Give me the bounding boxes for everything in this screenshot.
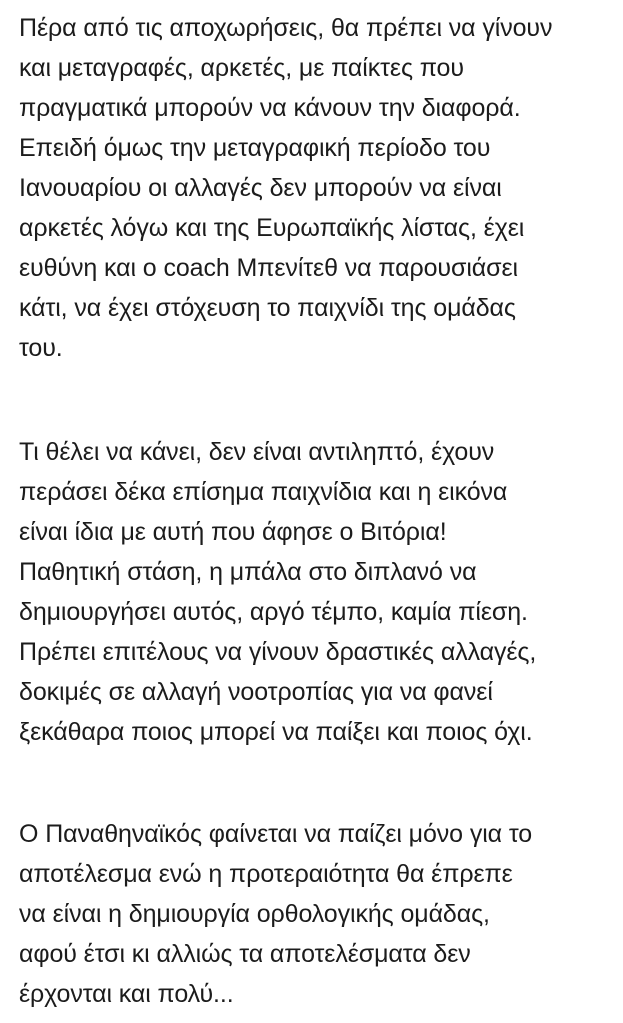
text-line: Πέρα από τις αποχωρήσεις, θα πρέπει να γίνουν: [19, 14, 553, 42]
text-line: είναι ίδια με αυτή που άφησε ο Βιτόρια!: [19, 518, 447, 546]
text-line: αποτέλεσμα ενώ η προτεραιότητα θα έπρεπε: [19, 860, 513, 888]
paragraph-3: [19, 814, 532, 1014]
text-line: να είναι η δημιουργία ορθολογικής ομάδας,: [19, 900, 490, 928]
text-line: αρκετές λόγω και της Ευρωπαϊκής λίστας, έχει: [19, 214, 525, 242]
text-line: δοκιμές σε αλλαγή νοοτροπίας για να φανεί: [19, 678, 493, 706]
text-line: Ο Παναθηναϊκός φαίνεται να παίζει μόνο για το: [19, 820, 533, 848]
paragraph-1: [19, 8, 552, 368]
paragraph-2: [19, 432, 536, 752]
text-line: περάσει δέκα επίσημα παιχνίδια και η εικόνα: [19, 478, 508, 506]
text-line: και μεταγραφές, αρκετές, με παίκτες που: [19, 54, 464, 82]
text-line: Πρέπει επιτέλους να γίνουν δραστικές αλλαγές,: [19, 638, 537, 666]
text-line: Ιανουαρίου οι αλλαγές δεν μπορούν να είναι: [19, 174, 502, 202]
text-line: ξεκάθαρα ποιος μπορεί να παίξει και ποιος όχι.: [19, 718, 533, 746]
text-line: Παθητική στάση, η μπάλα στο διπλανό να: [19, 558, 477, 586]
text-line: Επειδή όμως την μεταγραφική περίοδο του: [19, 134, 491, 162]
text-line: δημιουργήσει αυτός, αργό τέμπο, καμία πίεση.: [19, 598, 528, 626]
text-line: κάτι, να έχει στόχευση το παιχνίδι της ομάδας: [19, 294, 516, 322]
text-line: αφού έτσι κι αλλιώς τα αποτελέσματα δεν: [19, 940, 471, 968]
text-line: πραγματικά μπορούν να κάνουν την διαφορά.: [19, 94, 521, 122]
text-line: του.: [19, 334, 63, 362]
text-line: έρχονται και πολύ...: [19, 980, 234, 1008]
text-line: ευθύνη και ο coach Μπενίτεθ να παρουσιάσει: [19, 254, 518, 282]
text-line: Τι θέλει να κάνει, δεν είναι αντιληπτό, έχουν: [19, 438, 495, 466]
